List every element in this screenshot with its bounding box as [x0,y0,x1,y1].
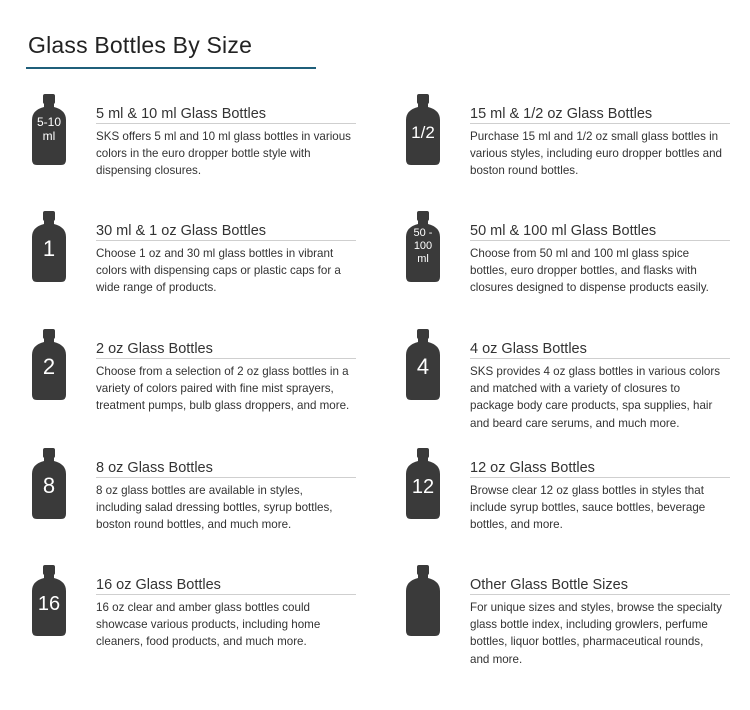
bottle-size-title[interactable]: Other Glass Bottle Sizes [470,577,730,595]
bottle-size-item [411,106,750,180]
bottle-icon [405,94,441,166]
bottle-size-item [416,341,750,432]
bottle-size-label: 16 [37,592,61,615]
bottle-size-description: 16 oz clear and amber glass bottles could showcase various products, including home cleaners, food products, and much more. [96,601,321,649]
bottle-size-item [470,577,750,668]
title-underline [26,67,316,69]
bottle-size-description: For unique sizes and styles, browse the specialty glass bottle index, including growlers, perfume bottles, liquor bottles, pharmaceutical rounds, and more. [470,601,722,666]
bottle-size-title[interactable]: 4 oz Glass Bottles [470,341,730,359]
bottle-size-description: 8 oz glass bottles are available in styles, including salad dressing bottles, syrup bottles, boston round bottles, and much more. [96,484,333,532]
bottle-size-item [42,460,436,534]
bottle-icon [31,329,67,401]
bottle-size-label: 5-10 [36,115,62,129]
bottle-size-title[interactable]: 15 ml & 1/2 oz Glass Bottles [470,106,730,124]
bottle-size-description: Choose from a selection of 2 oz glass bottles in a variety of colors paired with fine mist sprayers, treatment pumps, bulb glass droppers, and more. [96,365,350,413]
bottle-size-label: 12 [411,475,435,498]
bottle-size-item [411,460,750,534]
page-title: Glass Bottles By Size [28,32,253,58]
bottle-icon [31,448,67,520]
bottle-size-title[interactable]: 12 oz Glass Bottles [470,460,730,478]
bottle-size-title[interactable]: 30 ml & 1 oz Glass Bottles [96,223,356,241]
bottle-size-item [37,577,436,651]
bottle-size-description: SKS offers 5 ml and 10 ml glass bottles in various colors in the euro dropper bottle style with dispensing closures. [96,130,351,178]
bottle-size-label: 4 [416,354,430,380]
bottle-size-title[interactable]: 5 ml & 10 ml Glass Bottles [96,106,356,124]
bottle-size-description: Browse clear 12 oz glass bottles in styles that include syrup bottles, sauce bottles, beverage bottles, and more. [470,484,706,532]
bottle-size-item [413,223,750,297]
bottle-size-description: Choose from 50 ml and 100 ml glass spice bottles, euro dropper bottles, and flasks with closures designed to dispense products easily. [470,247,709,295]
bottle-size-description: SKS provides 4 oz glass bottles in various colors and matched with a variety of closures to package body care products, spa supplies, hair and beard care serums, and much more. [470,365,721,430]
bottle-icon [405,329,441,401]
bottle-icon [405,211,441,283]
bottle-icon [31,211,67,283]
bottle-size-description: Purchase 15 ml and 1/2 oz small glass bottles in various styles, including euro dropper bottles and boston round bottles. [470,130,722,178]
bottle-size-item [42,341,436,415]
bottle-size-title[interactable]: 16 oz Glass Bottles [96,577,356,595]
bottle-size-title[interactable]: 50 ml & 100 ml Glass Bottles [470,223,730,241]
bottle-icon [405,448,441,520]
bottle-icon [31,565,67,637]
bottle-size-title[interactable]: 2 oz Glass Bottles [96,341,356,359]
bottle-size-description: Choose 1 oz and 30 ml glass bottles in vibrant colors with dispensing caps or plastic caps for a wide range of products. [96,247,341,295]
bottle-size-label: 2 [42,354,56,380]
bottle-size-label: 1/2 [411,123,435,143]
bottle-size-label: 50 - [413,227,433,239]
bottle-icon [405,565,441,637]
bottle-size-label: 8 [42,473,56,499]
bottle-size-label: ml [417,253,429,265]
bottle-size-item [36,106,436,180]
bottle-size-label: 1 [42,236,56,262]
bottle-size-label: 100 [413,240,433,252]
bottle-size-item [42,223,436,297]
bottle-size-title[interactable]: 8 oz Glass Bottles [96,460,356,478]
bottle-icon [31,94,67,166]
bottle-size-label: ml [42,129,56,143]
